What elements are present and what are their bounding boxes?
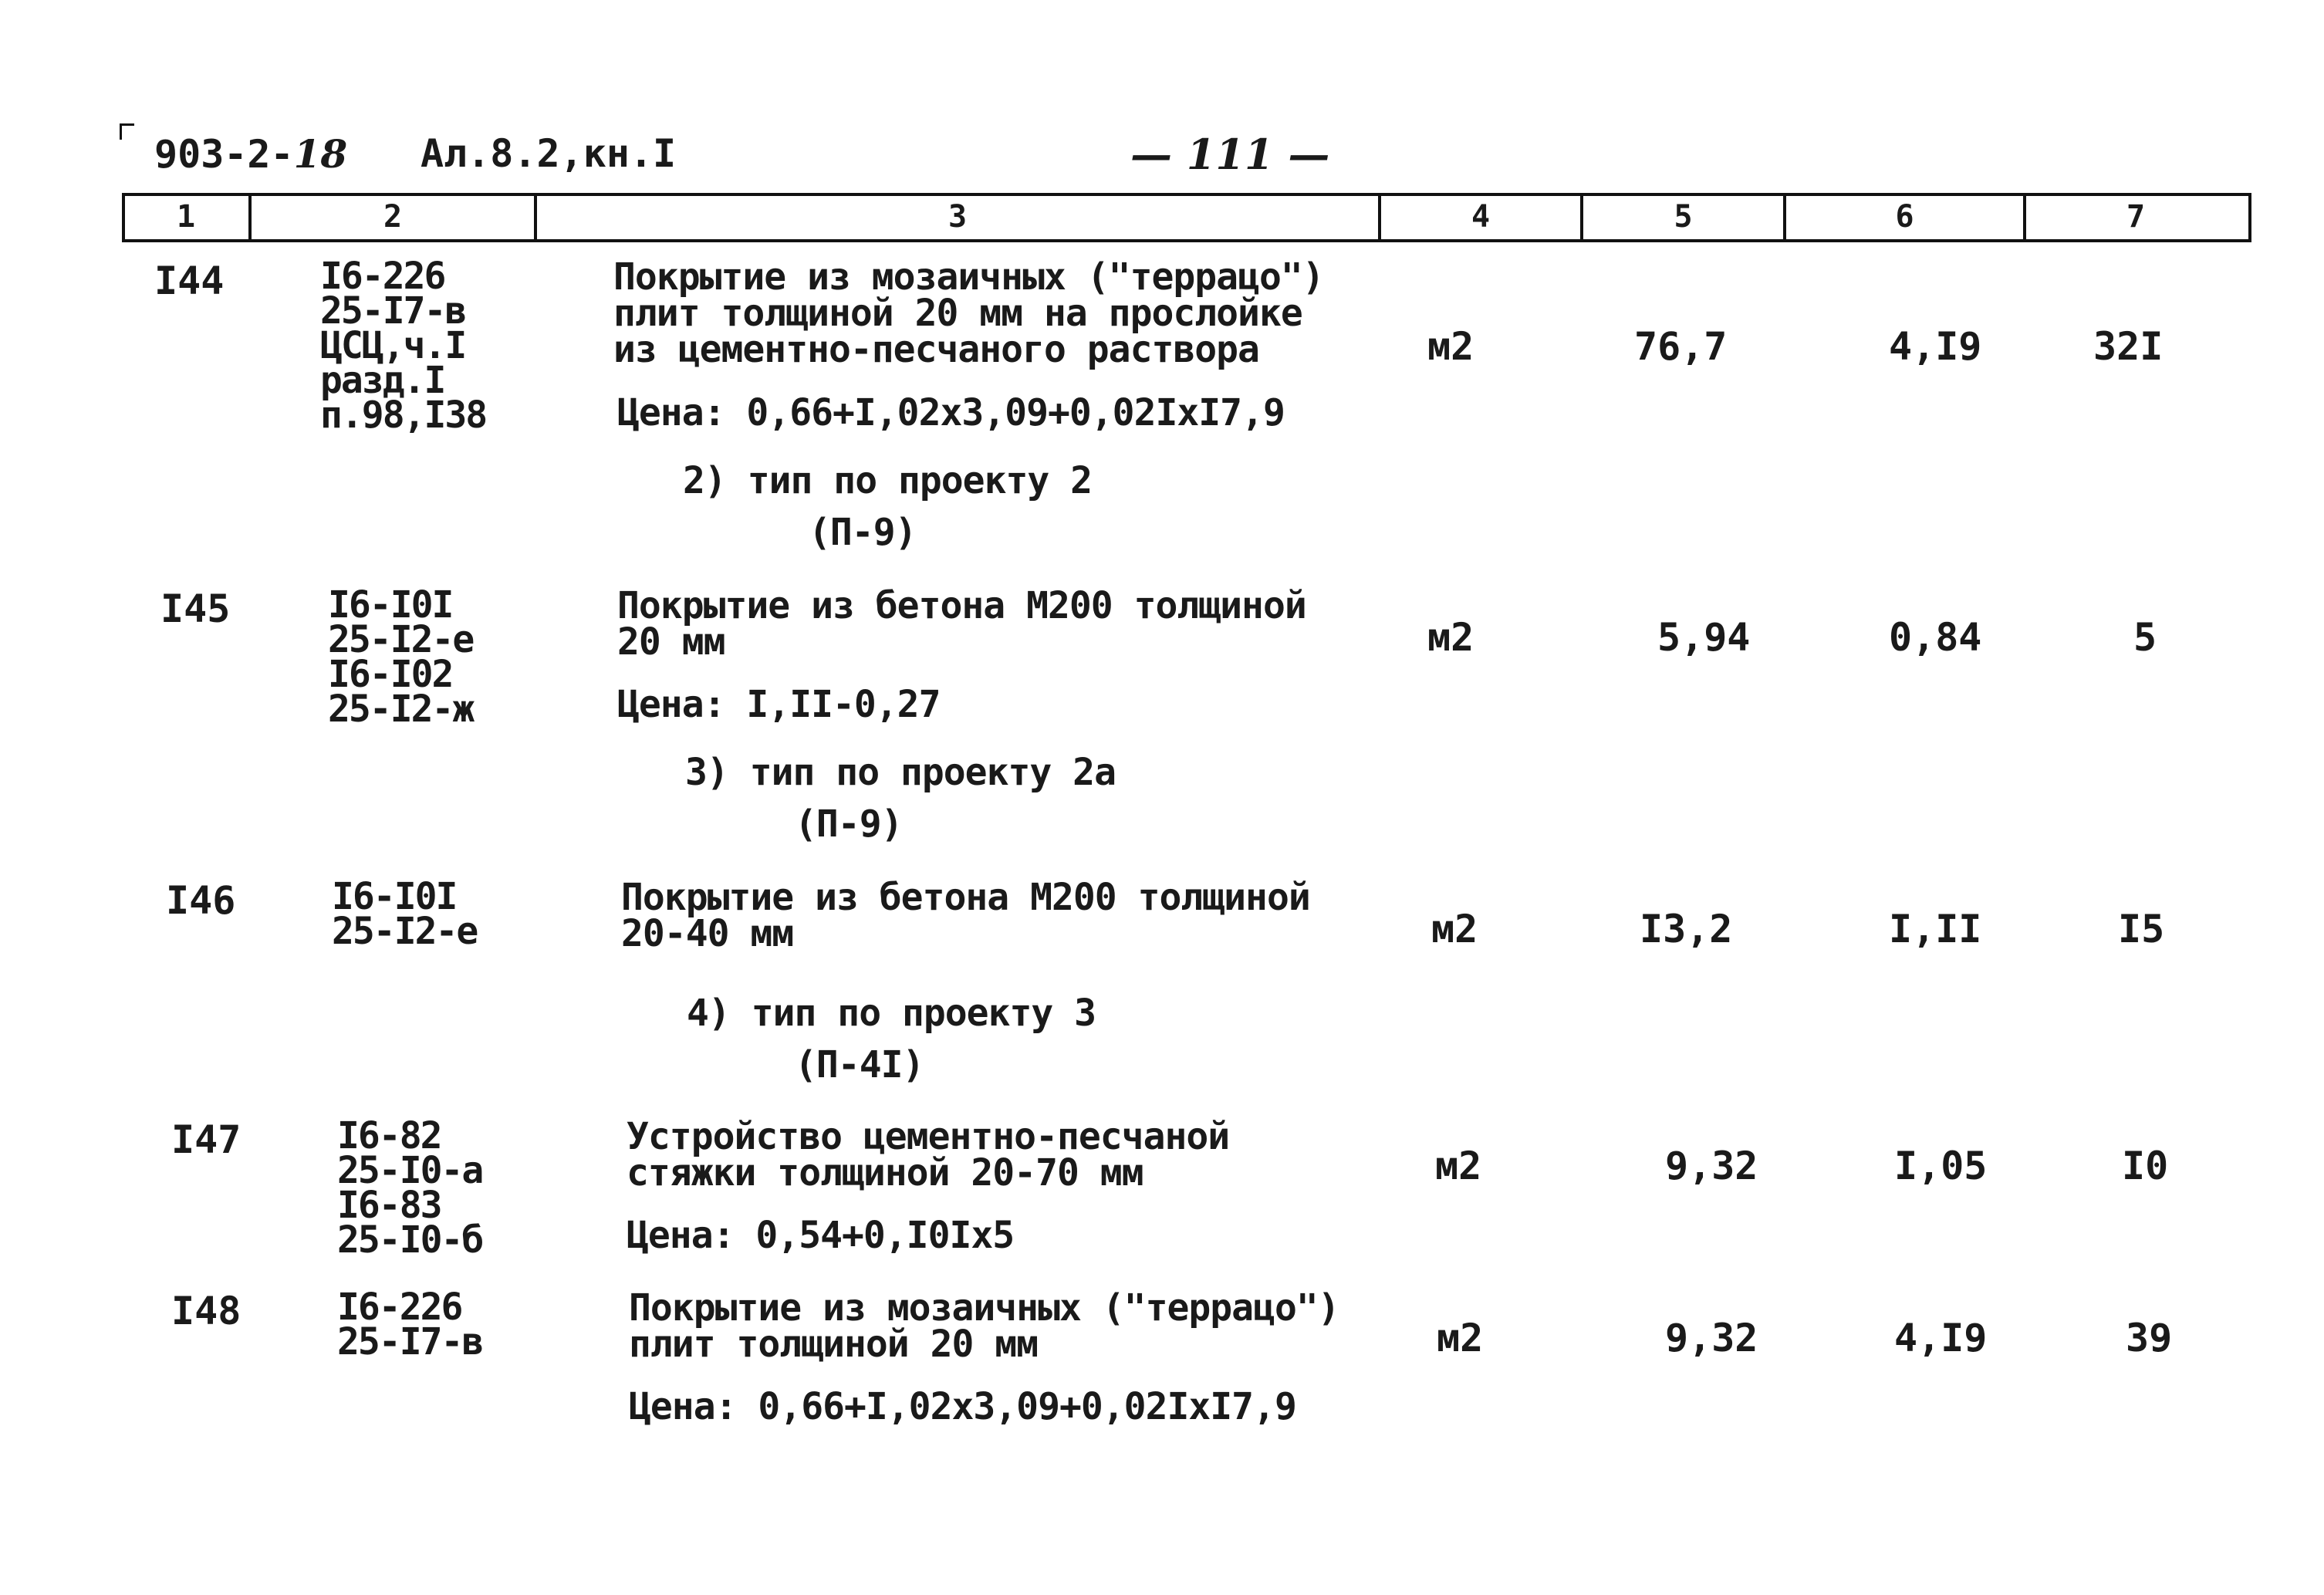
quantity: 76,7	[1634, 324, 1728, 369]
price-formula: Цена: I,II-0,27	[617, 683, 941, 726]
quantity: I3,2	[1640, 907, 1733, 951]
norm-code: 25-I0-а	[337, 1149, 483, 1192]
description-line: 20-40 мм	[621, 912, 794, 955]
total-cost: 32I	[2093, 324, 2164, 369]
quantity: 9,32	[1665, 1316, 1758, 1360]
unit-cost: I,II	[1889, 907, 1982, 951]
album-ref: Ал.8.2,кн.I	[421, 131, 677, 176]
norm-code: п.98,I38	[320, 394, 487, 437]
doc-code	[154, 131, 347, 177]
norm-code: I6-I02	[328, 653, 453, 696]
section-title: 3) тип по проекту 2а	[685, 751, 1116, 794]
description-line: плит толщиной 20 мм	[629, 1323, 1039, 1366]
section-ref: (П-9)	[809, 511, 917, 554]
unit: м2	[1427, 324, 1474, 369]
page-number: — 111 —	[1130, 130, 1330, 179]
norm-code: I6-I0I	[328, 583, 453, 627]
work-description	[617, 584, 1306, 664]
norm-code: 25-I7-в	[320, 289, 466, 333]
norm-codes	[337, 1114, 483, 1262]
norm-code: 25-I2-ж	[328, 688, 474, 731]
description-line: Покрытие из бетона М200 толщиной	[617, 584, 1306, 627]
norm-code: I6-226	[337, 1286, 462, 1329]
description-line: 20 мм	[617, 620, 725, 664]
norm-code: разд.I	[320, 359, 445, 402]
total-cost: 39	[2126, 1316, 2173, 1360]
unit: м2	[1435, 1144, 1482, 1188]
norm-codes	[320, 255, 487, 437]
norm-code: 25-I7-в	[337, 1320, 483, 1364]
row-number: I45	[160, 586, 231, 631]
unit-cost: 4,I9	[1889, 324, 1982, 369]
norm-codes	[337, 1286, 483, 1364]
description-line: плит толщиной 20 мм на прослойке	[613, 292, 1302, 335]
row-number: I44	[154, 259, 225, 303]
norm-code: I6-82	[337, 1114, 441, 1157]
quantity: 9,32	[1665, 1144, 1758, 1188]
norm-code: ЦСЦ,ч.I	[320, 324, 466, 367]
corner-mark	[120, 123, 134, 140]
column-number: 5	[1674, 199, 1693, 235]
description-line: Покрытие из мозаичных ("террацо")	[613, 255, 1324, 299]
description-line: стяжки толщиной 20-70 мм	[627, 1151, 1143, 1195]
work-description	[621, 876, 1310, 955]
doc-code-handwritten: 18	[293, 131, 348, 177]
norm-codes	[332, 875, 478, 953]
norm-code: 25-I0-б	[337, 1218, 483, 1262]
total-cost: 5	[2133, 615, 2157, 660]
column-number: 1	[176, 199, 196, 235]
work-description	[629, 1286, 1339, 1366]
price-formula: Цена: 0,66+I,02x3,09+0,02IxI7,9	[617, 391, 1285, 434]
description-line: Устройство цементно-песчаной	[627, 1115, 1230, 1158]
section-title: 4) тип по проекту 3	[687, 992, 1096, 1035]
column-number: 7	[2126, 199, 2146, 235]
row-number: I48	[171, 1289, 242, 1333]
norm-code: I6-83	[337, 1184, 441, 1227]
doc-code-prefix: 903-2-	[154, 132, 294, 177]
unit-cost: 0,84	[1889, 615, 1982, 660]
description-line: Покрытие из мозаичных ("террацо")	[629, 1286, 1339, 1330]
unit: м2	[1437, 1316, 1484, 1360]
section-ref: (П-4I)	[795, 1043, 924, 1086]
norm-code: I6-226	[320, 255, 445, 298]
section-title: 2) тип по проекту 2	[683, 459, 1093, 502]
total-cost: I5	[2118, 907, 2165, 951]
work-description	[613, 255, 1324, 371]
norm-code: I6-I0I	[332, 875, 457, 918]
section-ref: (П-9)	[795, 803, 903, 846]
norm-codes	[328, 583, 474, 731]
description-line: Покрытие из бетона М200 толщиной	[621, 876, 1310, 919]
unit-cost: I,05	[1894, 1144, 1988, 1188]
column-number: 6	[1895, 199, 1914, 235]
unit: м2	[1427, 615, 1474, 660]
row-number: I47	[171, 1117, 242, 1162]
price-formula: Цена: 0,54+0,I0Ix5	[627, 1214, 1015, 1257]
unit-cost: 4,I9	[1894, 1316, 1988, 1360]
work-description	[627, 1115, 1230, 1195]
description-line: из цементно-песчаного раствора	[613, 328, 1259, 371]
price-formula: Цена: 0,66+I,02x3,09+0,02IxI7,9	[629, 1385, 1296, 1428]
norm-code: 25-I2-е	[332, 910, 478, 953]
row-number: I46	[166, 878, 236, 923]
quantity: 5,94	[1657, 615, 1751, 660]
norm-code: 25-I2-е	[328, 618, 474, 661]
unit: м2	[1431, 907, 1478, 951]
column-number: 3	[948, 199, 968, 235]
column-number: 2	[383, 199, 403, 235]
column-number: 4	[1471, 199, 1491, 235]
total-cost: I0	[2122, 1144, 2169, 1188]
